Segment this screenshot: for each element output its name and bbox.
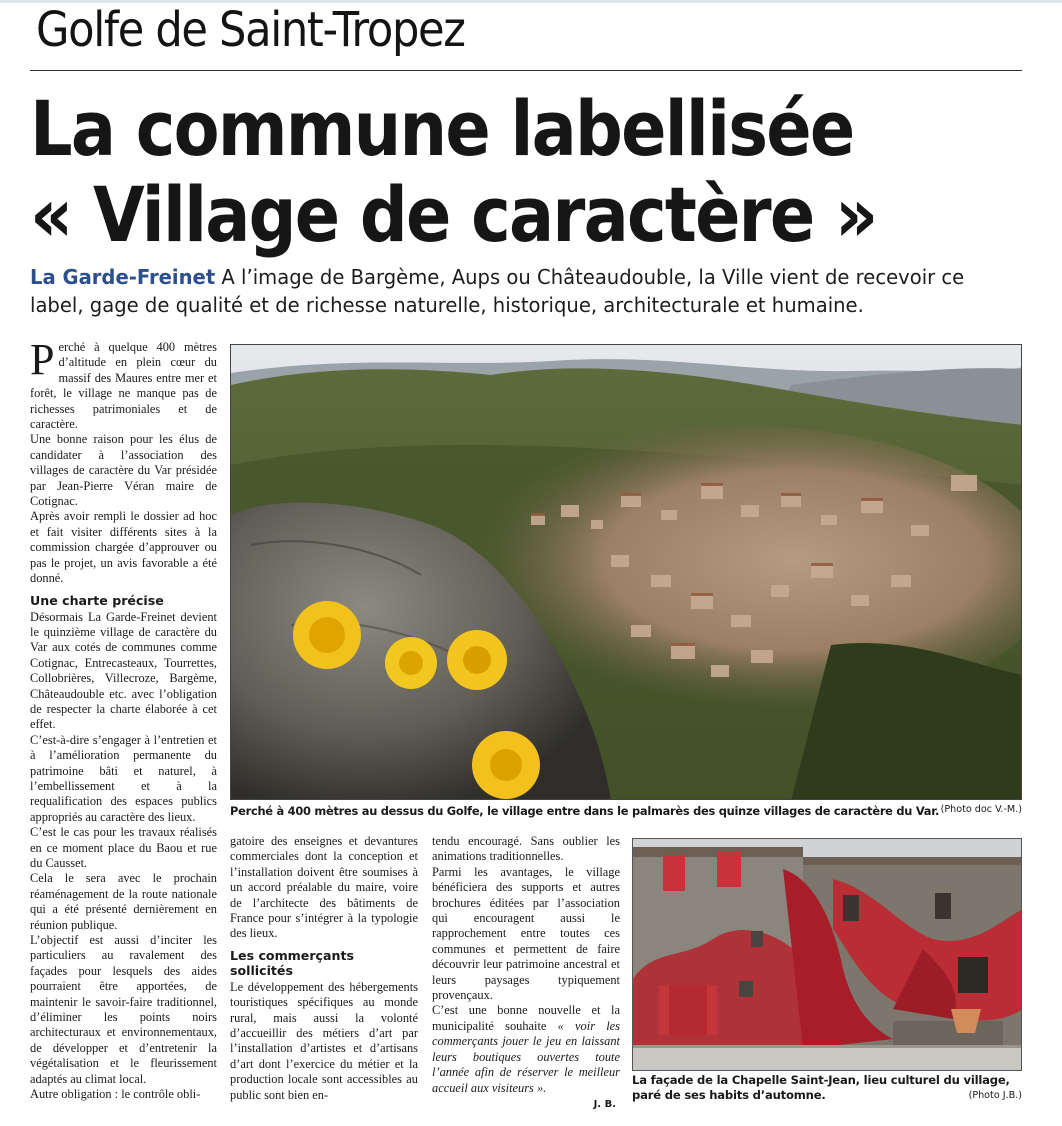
article-paragraph: Le développement des hébergements touristiques spécifiques au monde rural, mais aussi la volonté d’accueillir des métiers d’art par l’installation d’artistes et d’artisans d’art dont l’exercice du métier et la production locale sont accessibles au public sont bien en-: [230, 979, 418, 1102]
headline: [30, 86, 876, 258]
chapel-photo: [632, 838, 1022, 1071]
article-paragraph: Cela le sera avec le prochain réaménagement de la route nationale qui a été présenté dernièrement en réunion publique.: [30, 871, 217, 932]
main-photo-credit: (Photo doc V.-M.): [940, 804, 1022, 815]
article-paragraph: Parmi les avantages, le village bénéficiera des supports et autres brochures éditées par l’association qui encouragent aussi le rapprochement entre toutes ces communes et permettent de faire découvrir leur patrimoine ancestral et leurs paysages typiquement provençaux.: [432, 864, 620, 1003]
article-paragraph: gatoire des enseignes et devantures commerciales dont la conception et l’installation doivent être soumises à un accord préalable du maire, voire de l’architecte des bâtiments de France pour s’intégrer à la typologie des lieux.: [230, 834, 418, 941]
article-paragraph: Autre obligation : le contrôle obli-: [30, 1087, 201, 1102]
subhead-charter: Une charte précise: [30, 592, 164, 608]
chapel-photo-caption: La façade de la Chapelle Saint-Jean, lieu culturel du village, paré de ses habits d’automne.: [632, 1073, 1010, 1102]
caption-text: Perché à 400 mètres au dessus du Golfe, le village entre dans le palmarès des quinze villages de caractère du Var.: [230, 804, 940, 818]
standfirst-kicker: La Garde-Freinet: [30, 265, 216, 289]
village-panorama-illustration: [231, 345, 1022, 800]
merchant-quote: « voir les commerçants jouer le jeu en laissant leurs boutiques ouvertes toute l’année afin de réserver le meilleur accueil aux visiteurs ».: [432, 1018, 620, 1095]
dandelion-flower: [385, 637, 437, 689]
section-title: Golfe de Saint-Tropez: [36, 2, 465, 58]
paragraph-text: C’est une bonne nouvelle et la municipalité souhaite: [432, 1003, 620, 1033]
article-paragraph: [30, 335, 217, 432]
section-divider: [30, 70, 1022, 71]
article-paragraph: tendu encouragé. Sans oublier les animations traditionnelles.: [432, 834, 620, 864]
headline-line-2: « Village de caractère »: [30, 170, 877, 259]
article-paragraph: C’est-à-dire s’engager à l’entretien et à l’amélioration permanente du patrimoine bâti et naturel, à l’embellissement et à la requalification des espaces publics appropriés au caractère des lieux.: [30, 732, 217, 824]
article-paragraph: C’est le cas pour les travaux réalisés en ce moment place du Baou et rue du Causset.: [30, 825, 217, 870]
article-column-3: [432, 834, 620, 1112]
paragraph-text: erché à quelque 400 mètres d’altitude en plein cœur du massif des Maures entre mer et forêt, le village ne manque pas de richesses patrimoniales et de caractère.: [30, 340, 217, 432]
article-column-1: [30, 335, 217, 1103]
article-paragraph: [432, 1003, 620, 1095]
article-column-2: [230, 834, 418, 1103]
headline-line-1: La commune labellisée: [30, 84, 854, 173]
chapel-photo-credit: (Photo J.B.): [968, 1090, 1022, 1101]
author-signature: J. B.: [593, 1098, 616, 1110]
chapel-illustration: [633, 839, 1022, 1071]
article-paragraph: Une bonne raison pour les élus de candidater à l’association des villages de caractère du Var présidée par Jean-Pierre Véran maire de Cotignac.: [30, 432, 217, 509]
subhead-merchants: Les commerçants sollicités: [230, 947, 355, 978]
dandelion-flower: [447, 630, 507, 690]
village-panorama-photo: [230, 344, 1022, 800]
article-paragraph: L’objectif est aussi d’inciter les particuliers au ravalement des façades pour lesquels des aides pourraient être apportées, de maintenir le savoir-faire traditionnel, d’éliminer les points noirs architecturaux et environnementaux, de développer et d’entretenir la végétalisation et le fleurissement adaptés au climat local.: [30, 933, 217, 1086]
article-paragraph: Après avoir rempli le dossier ad hoc et fait visiter différents sites à la commission chargée d’approuver ou pas le projet, un avis favorable a été donné.: [30, 509, 217, 586]
drop-cap: P: [30, 335, 55, 384]
dandelion-flower: [472, 731, 540, 799]
dandelion-flower: [293, 601, 361, 669]
article-paragraph: Désormais La Garde-Freinet devient le quinzième village de caractère du Var aux cotés de communes comme Cotignac, Entrecasteaux, Tourrettes, Collobrières, Villecroze, Bargème, Châteaudouble etc. avec l’obligation de respecter la charte élaborée à cet effet.: [30, 609, 217, 732]
standfirst-text: A l’image de Bargème, Aups ou Châteaudouble, la Ville vient de recevoir ce label, gage de qualité et de richesse naturelle, historique, architecturale et humaine.: [30, 265, 965, 317]
standfirst: [30, 263, 985, 319]
main-photo-caption: [230, 803, 1022, 819]
